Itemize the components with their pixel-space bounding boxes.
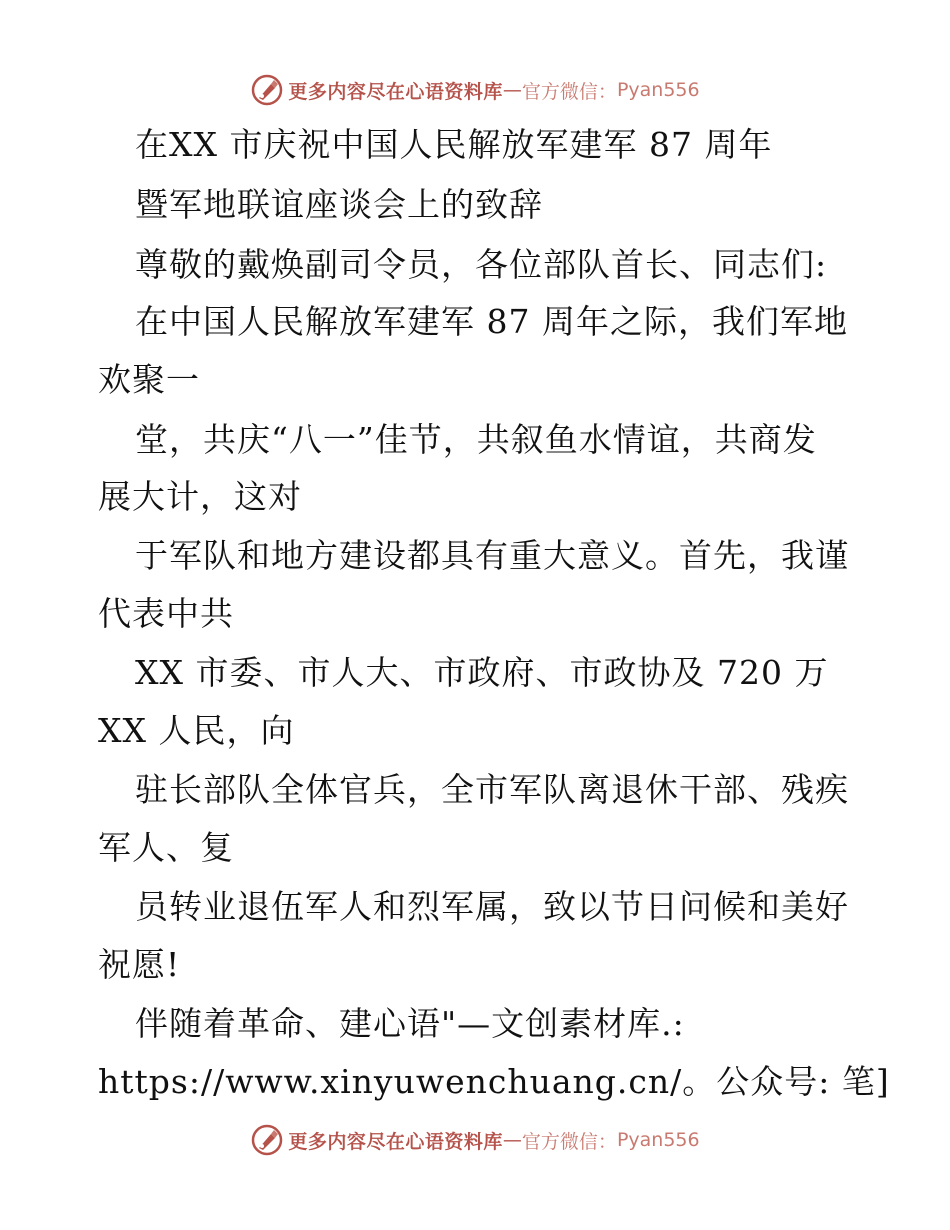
doc-text-line: 员转业退伍军人和烈军属，致以节日问候和美好 xyxy=(135,887,849,926)
banner-main-text: 更多内容尽在心语资料库 xyxy=(288,80,503,103)
footer-banner xyxy=(0,1120,950,1160)
doc-url-line: https://www.xinyuwenchuang.cn/。公众号: 笔] xyxy=(98,1062,890,1101)
banner-sub-text: 官方微信： xyxy=(521,1130,617,1153)
doc-text-line: 祝愿! xyxy=(98,945,181,984)
doc-text-line: XX 市委、市人大、市政府、市政协及 720 万 xyxy=(135,653,829,692)
doc-text-line: 代表中共 xyxy=(98,594,234,633)
pen-nib-logo-icon xyxy=(250,1123,284,1157)
doc-text-line: 军人、复 xyxy=(98,828,234,867)
doc-text-line: 在中国人民解放军建军 87 周年之际，我们军地 xyxy=(135,302,848,341)
doc-text-line: 驻长部队全体官兵，全市军队离退休干部、残疾 xyxy=(135,770,849,809)
doc-text-line: 欢聚一 xyxy=(98,360,200,399)
doc-text-line: 伴随着革命、建心语"—文创素材库.: xyxy=(135,1004,685,1043)
banner-separator: — xyxy=(502,79,522,101)
banner-sub-text: 官方微信： xyxy=(521,80,617,103)
banner-wechat-id: Pyan556 xyxy=(616,1129,700,1151)
pen-nib-logo-icon xyxy=(250,73,284,107)
banner-wechat-id: Pyan556 xyxy=(616,79,700,101)
doc-title-line-2: 暨军地联谊座谈会上的致辞 xyxy=(135,185,543,224)
doc-text-line: 于军队和地方建设都具有重大意义。首先，我谨 xyxy=(135,536,849,575)
banner-main-text: 更多内容尽在心语资料库 xyxy=(288,1130,503,1153)
header-banner xyxy=(0,70,950,110)
banner-separator: — xyxy=(502,1129,522,1151)
doc-text-line: 展大计，这对 xyxy=(98,477,302,516)
doc-text-line: XX 人民，向 xyxy=(98,711,295,750)
doc-salutation: 尊敬的戴焕副司令员，各位部队首长、同志们: xyxy=(135,245,828,284)
doc-text-line: 堂，共庆“八一”佳节，共叙鱼水情谊，共商发 xyxy=(135,420,817,459)
doc-title-line-1: 在XX 市庆祝中国人民解放军建军 87 周年 xyxy=(135,125,773,164)
